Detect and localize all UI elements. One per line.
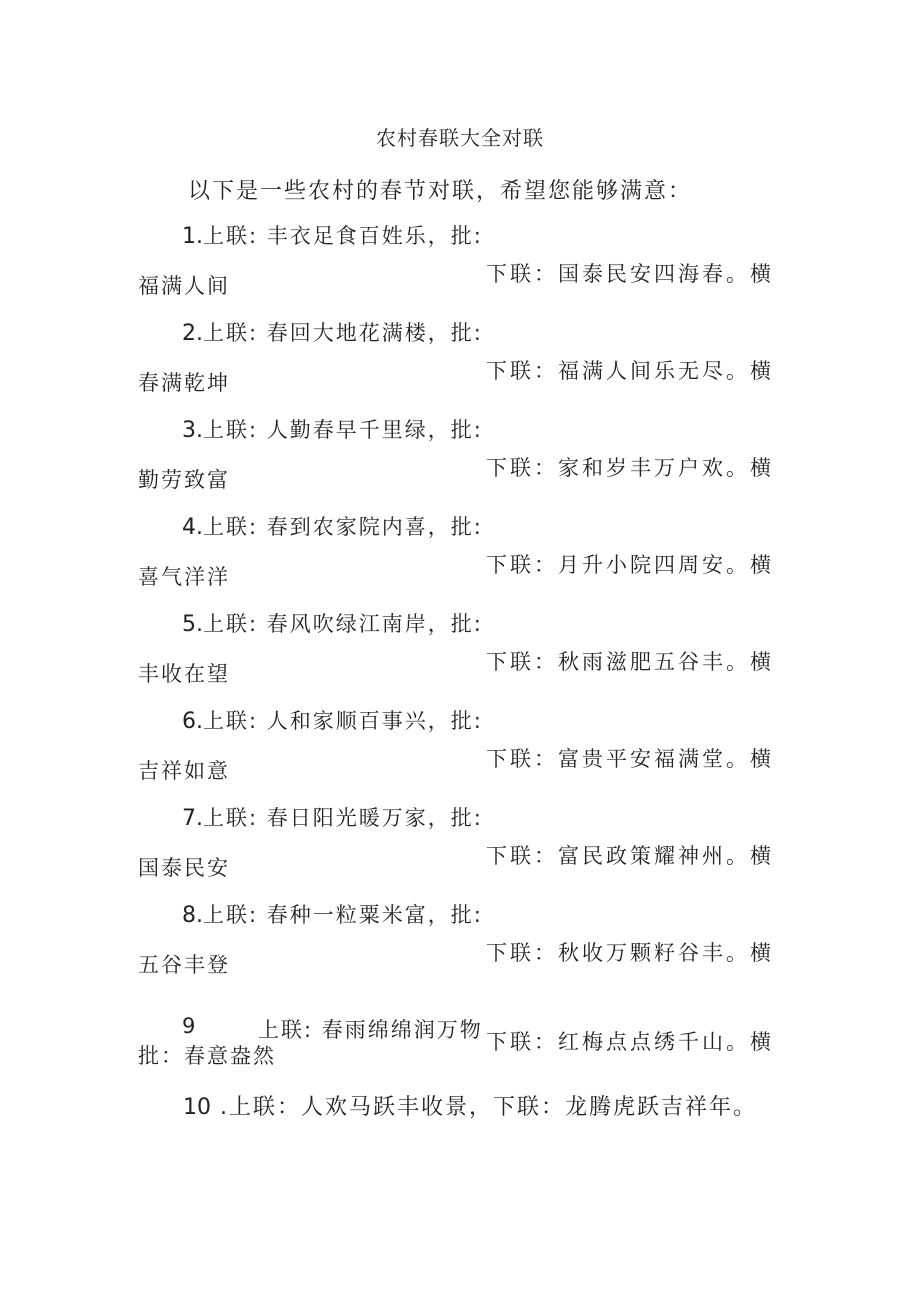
- lower-line: 下联：秋雨滋肥五谷丰。横: [486, 650, 774, 674]
- couplet-entry: [0, 511, 920, 607]
- horizontal-scroll-text: 五谷丰登: [138, 953, 230, 977]
- couplet-entry: [0, 608, 920, 704]
- upper-line: [182, 317, 483, 347]
- couplet-entry: [0, 802, 920, 898]
- upper-line: [182, 220, 483, 250]
- couplet-entry: [0, 220, 920, 316]
- upper-line: [182, 705, 483, 735]
- horizontal-scroll-text: 喜气洋洋: [138, 565, 230, 589]
- couplet-entry: [0, 899, 920, 995]
- horizontal-scroll-text: 勤劳致富: [138, 468, 230, 492]
- upper-text: 上联: 春种一粒粟米富，批:: [203, 903, 483, 927]
- couplet-entry: [0, 317, 920, 413]
- upper-text: 上联: 春风吹绿江南岸，批:: [203, 612, 483, 636]
- upper-line: [182, 608, 483, 638]
- entry-number: 9: [182, 1014, 198, 1038]
- lower-line: 下联：国泰民安四海春。横: [486, 262, 774, 286]
- entry-number: 3.: [182, 418, 203, 443]
- entry-number: 2.: [182, 321, 203, 346]
- upper-text: 上联: 春日阳光暖万家，批:: [203, 806, 483, 830]
- upper-line: [182, 802, 483, 832]
- upper-text: 上联: 春回大地花满楼，批:: [203, 321, 483, 345]
- couplet-entry: [0, 705, 920, 801]
- lower-line: 下联：家和岁丰万户欢。横: [486, 456, 774, 480]
- entry-number: 10: [183, 1095, 211, 1120]
- couplet-entry-9-clipped: [0, 1008, 920, 1054]
- entry-number: 8.: [182, 903, 203, 928]
- horizontal-scroll-text: 春满乾坤: [138, 371, 230, 395]
- entry-text: .上联：人欢马跃丰收景，下联：龙腾虎跃吉祥年。: [211, 1095, 757, 1120]
- horizontal-scroll-text: 吉祥如意: [138, 759, 230, 783]
- entry-number: 4.: [182, 515, 203, 540]
- upper-line: 上联: 春雨绵绵润万物: [258, 1018, 483, 1042]
- lower-line: 下联：秋收万颗籽谷丰。横: [486, 941, 774, 965]
- lower-line: 下联：红梅点点绣千山。横: [486, 1030, 774, 1054]
- upper-line: [182, 414, 483, 444]
- lower-line: 下联：月升小院四周安。横: [486, 553, 774, 577]
- page-title: 农村春联大全对联: [376, 126, 544, 150]
- upper-line: [182, 899, 483, 929]
- lower-line: 下联：富民政策耀神州。横: [486, 844, 774, 868]
- horizontal-scroll-text: 福满人间: [138, 274, 230, 298]
- couplet-entry: [0, 414, 920, 510]
- lower-line: 下联：福满人间乐无尽。横: [486, 359, 774, 383]
- entry-number: 5.: [182, 612, 203, 637]
- upper-text: 上联: 丰衣足食百姓乐，批:: [203, 224, 483, 248]
- entry-number: 6.: [182, 709, 203, 734]
- horizontal-scroll-text: 国泰民安: [138, 856, 230, 880]
- upper-text: 上联: 人勤春早千里绿，批:: [203, 418, 483, 442]
- upper-text: 上联: 人和家顺百事兴，批:: [203, 709, 483, 733]
- lower-line: 下联：富贵平安福满堂。横: [486, 747, 774, 771]
- intro-paragraph: 以下是一些农村的春节对联，希望您能够满意：: [188, 179, 693, 204]
- horizontal-scroll-text: 批：春意盎然: [138, 1044, 276, 1068]
- entry-number: 1.: [182, 224, 203, 249]
- horizontal-scroll-text: 丰收在望: [138, 662, 230, 686]
- couplet-entry-10: [183, 1090, 757, 1121]
- upper-line: [182, 511, 483, 541]
- upper-text: 上联: 春到农家院内喜，批:: [203, 515, 483, 539]
- entry-number: 7.: [182, 806, 203, 831]
